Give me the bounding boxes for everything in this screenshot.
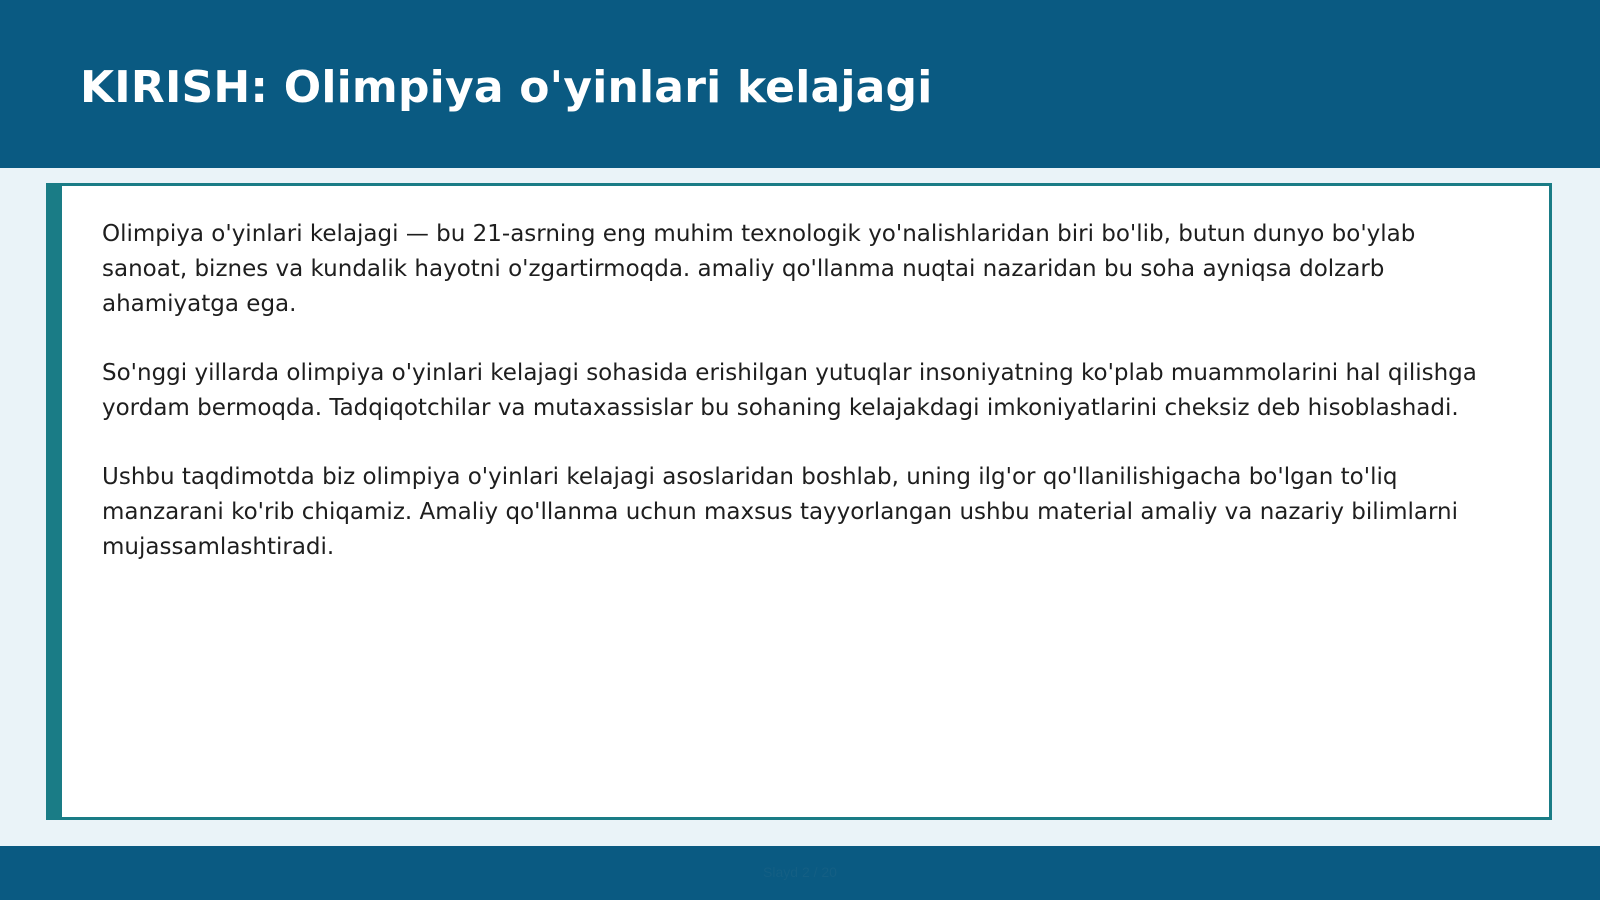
paragraph-1: Olimpiya o'yinlari kelajagi — bu 21-asrning eng muhim texnologik yo'nalishlaridan biri bo'lib, butun dunyo bo'ylab sanoat, biznes va kundalik hayotni o'zgartirmoqda. amaliy qo'llanma nuqtai nazaridan bu soha ayniqsa dolzarb ahamiyatga ega. (102, 221, 1416, 317)
slide-number: Slayd 2 / 20 (763, 864, 837, 880)
slide-header (0, 0, 1600, 168)
paragraph-3: Ushbu taqdimotda biz olimpiya o'yinlari kelajagi asoslaridan boshlab, uning ilg'or qo'llanilishigacha bo'lgan to'liq manzarani ko'rib chiqamiz. Amaliy qo'llanma uchun maxsus tayyorlangan ushbu material amaliy va nazariy bilimlarni mujassamlashtiradi. (102, 464, 1458, 560)
slide-footer (0, 846, 1600, 900)
paragraph-2: So'nggi yillarda olimpiya o'yinlari kelajagi sohasida erishilgan yutuqlar insoniyatning ko'plab muammolarini hal qilishga yordam bermoqda. Tadqiqotchilar va mutaxassislar bu sohaning kelajakdagi imkoniyatlarini cheksiz deb hisoblashadi. (102, 360, 1477, 421)
slide-title: KIRISH: Olimpiya o'yinlari kelajagi (80, 62, 933, 113)
content-body (102, 217, 1502, 599)
content-card (46, 183, 1552, 820)
